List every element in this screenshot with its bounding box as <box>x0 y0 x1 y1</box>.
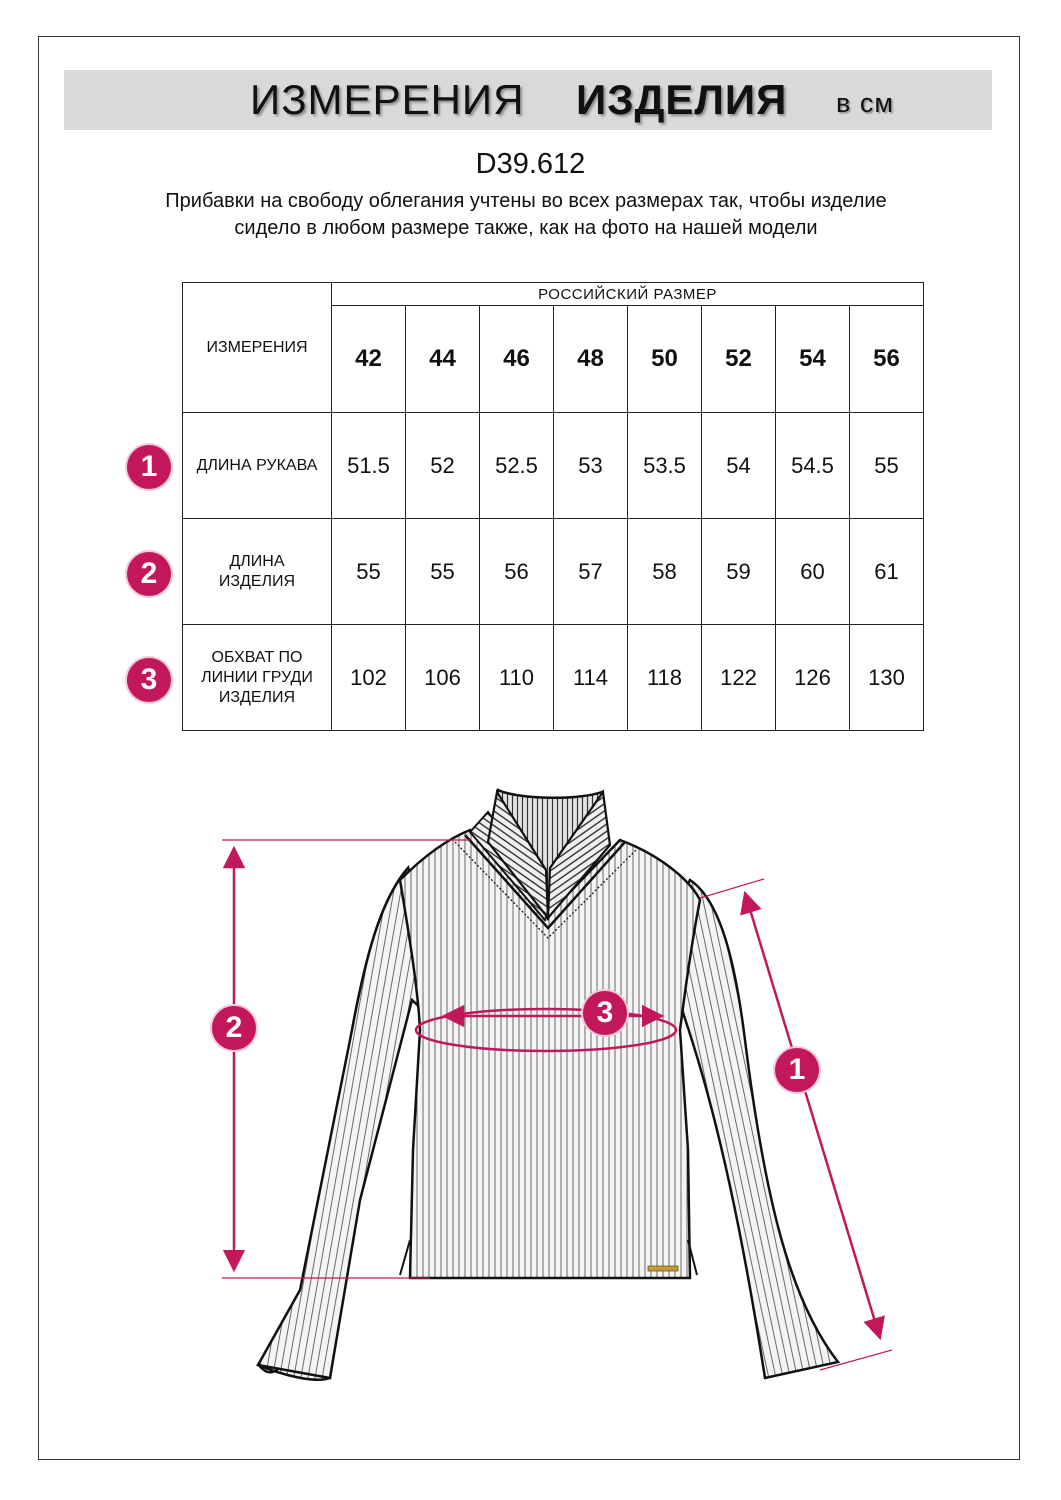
marker-sleeve-badge: 1 <box>775 1048 819 1092</box>
title-unit: в см <box>836 88 894 118</box>
table-cell: 61 <box>850 519 924 625</box>
table-cell: 55 <box>406 519 480 625</box>
table-cell: 57 <box>554 519 628 625</box>
russian-size-header: РОССИЙСКИЙ РАЗМЕР <box>332 283 924 306</box>
table-cell: 56 <box>480 519 554 625</box>
table-cell: 53.5 <box>628 413 702 519</box>
right-sleeve <box>680 880 838 1378</box>
table-cell: 55 <box>850 413 924 519</box>
table-cell: 51.5 <box>332 413 406 519</box>
row-number-badge: 3 <box>127 658 171 702</box>
marker-chest-badge: 3 <box>583 991 627 1035</box>
table-cell: 58 <box>628 519 702 625</box>
brand-tag <box>648 1266 678 1271</box>
table-cell: 53 <box>554 413 628 519</box>
sleeve-guide-top <box>700 879 764 898</box>
marker-length-badge: 2 <box>212 1006 256 1050</box>
table-cell: 110 <box>480 625 554 731</box>
table-cell: 60 <box>776 519 850 625</box>
size-56: 56 <box>850 306 924 413</box>
size-50: 50 <box>628 306 702 413</box>
left-sleeve-shape <box>258 868 430 1378</box>
title-product: ИЗДЕЛИЯ <box>576 76 788 123</box>
size-54: 54 <box>776 306 850 413</box>
row-label-text: ДЛИНА ИЗДЕЛИЯ <box>218 552 296 590</box>
table-cell: 55 <box>332 519 406 625</box>
fit-note: Прибавки на свободу облегания учтены во всех размерах так, чтобы изделие сидело в любом размере также, как на фото на нашей модели <box>165 190 887 239</box>
row-number-badge: 2 <box>127 552 171 596</box>
table-cell: 122 <box>702 625 776 731</box>
size-52: 52 <box>702 306 776 413</box>
table-cell: 54.5 <box>776 413 850 519</box>
table-cell: 126 <box>776 625 850 731</box>
table-cell: 106 <box>406 625 480 731</box>
size-44: 44 <box>406 306 480 413</box>
size-48: 48 <box>554 306 628 413</box>
row-label-sleeve-length: ДЛИНА РУКАВА <box>183 413 332 519</box>
title-measurements: ИЗМЕРЕНИЯ <box>250 76 525 123</box>
table-cell: 130 <box>850 625 924 731</box>
row-number-badge: 1 <box>127 445 171 489</box>
measurements-header: ИЗМЕРЕНИЯ <box>183 283 332 413</box>
size-46: 46 <box>480 306 554 413</box>
table-cell: 102 <box>332 625 406 731</box>
row-label-text: ОБХВАТ ПО ЛИНИИ ГРУДИ ИЗДЕЛИЯ <box>201 648 313 706</box>
table-cell: 52 <box>406 413 480 519</box>
table-cell: 118 <box>628 625 702 731</box>
table-cell: 59 <box>702 519 776 625</box>
size-42: 42 <box>332 306 406 413</box>
table-cell: 114 <box>554 625 628 731</box>
table-cell: 52.5 <box>480 413 554 519</box>
table-cell: 54 <box>702 413 776 519</box>
article-number: D39.612 <box>475 148 586 180</box>
